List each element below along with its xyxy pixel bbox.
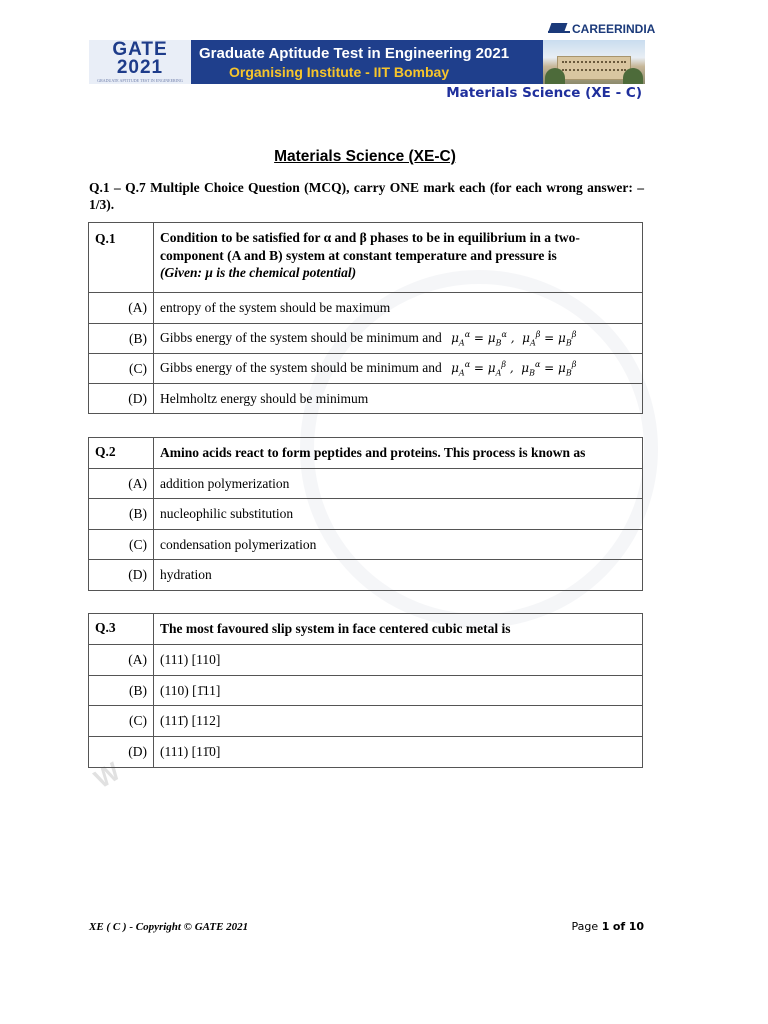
footer-copyright: XE ( C ) - Copyright © GATE 2021 [89,921,249,933]
option-text: (111) [11̄0] [154,737,643,768]
option-label: (D) [89,737,154,768]
option-text: Helmholtz energy should be minimum [154,384,643,414]
question-text: The most favoured slip system in face centered cubic metal is [154,614,643,645]
page-current: 1 [601,920,610,933]
careerindia-brand: CAREERINDIA [572,22,656,36]
question-text [154,223,643,293]
watermark-text: W [88,755,126,795]
gate-logo-caption: GRADUATE APTITUDE TEST IN ENGINEERING [97,78,183,83]
question-number: Q.1 [89,223,154,293]
question-stem: Condition to be satisfied for α and β phases to be in equilibrium in a two-component (A and B) system at constant temperature and pressure is [160,230,580,263]
question-table-q2 [88,437,643,591]
question-table-q3 [88,613,643,768]
gate-logo [89,40,191,84]
option-row[interactable] [89,560,643,591]
option-text: condensation polymerization [154,530,643,560]
question-given: (Given: μ is the chemical potential) [160,265,357,280]
option-text: (111̄) [112] [154,706,643,737]
option-text: entropy of the system should be maximum [154,293,643,324]
option-row[interactable] [89,530,643,560]
option-text: addition polymerization [154,469,643,499]
option-label: (A) [89,645,154,676]
option-text: (111) [110] [154,645,643,676]
option-row[interactable] [89,324,643,354]
option-label: (A) [89,293,154,324]
banner-title: Graduate Aptitude Test in Engineering 2021 [199,44,510,62]
section-instructions: Q.1 – Q.7 Multiple Choice Question (MCQ), carry ONE mark each (for each wrong answer: – 1/3). [89,180,644,212]
option-text: (110) [1̄11] [154,676,643,706]
option-label: (A) [89,469,154,499]
option-row[interactable] [89,645,643,676]
option-row[interactable] [89,737,643,768]
page-prefix: Page [571,920,599,933]
option-row[interactable] [89,384,643,414]
option-label: (C) [89,706,154,737]
option-text: nucleophilic substitution [154,499,643,530]
question-table-q1 [88,222,643,414]
subject-tag: Materials Science (XE - C) [446,85,642,101]
question-number: Q.3 [89,614,154,645]
page-indicator [572,920,644,933]
option-label: (C) [89,530,154,560]
page-total: 10 [628,920,644,933]
option-text: hydration [154,560,643,591]
option-text: Gibbs energy of the system should be minimum and $\mu_A^\alpha = \mu_A^\beta$ , $\mu_B^\alpha = \mu_B^\beta$ [154,354,643,384]
question-text: Amino acids react to form peptides and proteins. This process is known as [154,438,643,469]
page-title: Materials Science (XE-C) [274,148,456,165]
gate-header-banner [89,40,645,84]
option-equation: $\mu_A^\alpha = \mu_B^\alpha$ , $\mu_A^\beta = \mu_B^\beta$ [451,329,577,348]
option-label: (D) [89,560,154,591]
option-row[interactable] [89,469,643,499]
option-row[interactable] [89,354,643,384]
option-label: (B) [89,499,154,530]
banner-subtitle: Organising Institute - IIT Bombay [229,63,450,80]
option-label: (C) [89,354,154,384]
option-row[interactable] [89,499,643,530]
option-label: (D) [89,384,154,414]
graduation-cap-icon [548,21,570,37]
gate-logo-year: 2021 [116,57,164,78]
option-equation: $\mu_A^\alpha = \mu_A^\beta$ , $\mu_B^\alpha = \mu_B^\beta$ [451,359,577,378]
question-number: Q.2 [89,438,154,469]
careerindia-logo [548,21,655,37]
page-of: of [612,920,626,933]
option-label: (B) [89,676,154,706]
option-row[interactable] [89,676,643,706]
option-label: (B) [89,324,154,354]
option-row[interactable] [89,293,643,324]
option-row[interactable] [89,706,643,737]
gate-logo-text: GATE [112,39,168,60]
option-text: Gibbs energy of the system should be minimum and $\mu_A^\alpha = \mu_B^\alpha$ , $\mu_A^\beta = \mu_B^\beta$ [154,324,643,354]
iit-building-photo [543,40,645,84]
